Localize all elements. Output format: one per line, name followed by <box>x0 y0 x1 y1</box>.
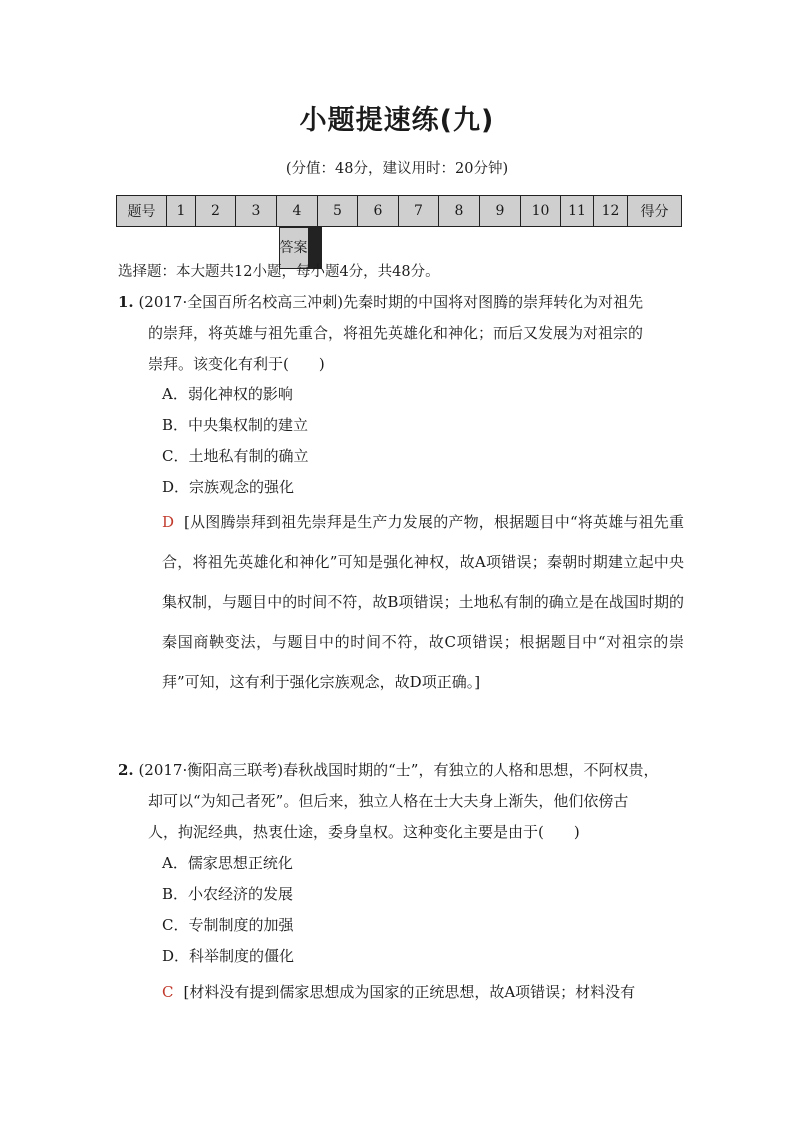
option-a: A．儒家思想正统化 <box>162 854 293 872</box>
question-number-cell: 3 <box>236 196 277 227</box>
section-title: 选择题：本大题共12小题，每小题4分，共48分。 <box>118 264 440 280</box>
page-title: 小题提速练(九) <box>299 105 495 136</box>
question-stem-line: 崇拜。该变化有利于( ) <box>148 355 325 373</box>
option-d: D．宗族观念的强化 <box>162 478 295 496</box>
option-a: A．弱化神权的影响 <box>162 385 293 403</box>
question-number-cell: 8 <box>439 196 480 227</box>
explanation-text: [材料没有提到儒家思想成为国家的正统思想，故A项错误；材料没有 <box>183 983 636 1001</box>
row-label-question-number: 题号 <box>117 196 167 227</box>
question-number-cell: 12 <box>594 196 628 227</box>
question-number: 1. <box>118 293 134 311</box>
score-label-cell: 得分 <box>628 196 682 227</box>
question-stem-line: 的崇拜，将英雄与祖先重合，将祖先英雄化和神化；而后又发展为对祖宗的 <box>148 324 644 342</box>
question-number-cell: 4 <box>277 196 318 227</box>
answer-explanation-2 <box>162 972 684 1012</box>
question-stem-line: (2017·衡阳高三联考)春秋战国时期的“士”，有独立的人格和思想，不阿权贵， <box>138 761 659 779</box>
question-stem-line: (2017·全国百所名校高三冲刺)先秦时期的中国将对图腾的崇拜转化为对祖先 <box>138 293 644 311</box>
question-stem-line: 人，拘泥经典，热衷仕途，委身皇权。这种变化主要是由于( ) <box>148 823 580 841</box>
question-number: 2. <box>118 761 134 779</box>
answer-letter: C <box>162 983 174 1001</box>
question-number-cell: 11 <box>561 196 594 227</box>
row-label-answer: 答案 <box>279 228 308 269</box>
score-table-header-row <box>117 196 682 227</box>
answer-letter: D <box>162 513 175 531</box>
question-number-cell: 9 <box>480 196 521 227</box>
answer-explanation-1 <box>162 502 684 742</box>
question-2 <box>118 755 684 848</box>
question-number-cell: 7 <box>399 196 439 227</box>
option-d: D．科举制度的僵化 <box>162 947 295 965</box>
question-number-cell: 10 <box>521 196 561 227</box>
option-b: B．中央集权制的建立 <box>162 416 309 434</box>
question-1 <box>118 287 684 380</box>
question-stem-line: 却可以“为知己者死”。但后来，独立人格在士大夫身上渐失，他们依傍古 <box>148 792 629 810</box>
option-c: C．专制制度的加强 <box>162 916 294 934</box>
option-c: C．土地私有制的确立 <box>162 447 309 465</box>
question-number-cell: 6 <box>358 196 399 227</box>
explanation-text: [从图腾崇拜到祖先崇拜是生产力发展的产物，根据题目中“将英雄与祖先重合，将祖先英雄化和神化”可知是强化神权，故A项错误；秦朝时期建立起中央集权制，与题目中的时间不符，故B项错误；土地私有制的确立是在战国时期的秦国商鞅变法，与题目中的时间不符，故C项错误；根据题目中“对祖宗的崇拜”可知，这有利于强化宗族观念，故D项正确。] <box>162 513 684 691</box>
score-table <box>116 195 682 257</box>
option-b: B．小农经济的发展 <box>162 885 294 903</box>
question-number-cell: 1 <box>167 196 196 227</box>
page-subtitle: (分值：48分，建议用时：20分钟) <box>285 161 509 177</box>
question-number-cell: 2 <box>196 196 236 227</box>
question-number-cell: 5 <box>318 196 358 227</box>
